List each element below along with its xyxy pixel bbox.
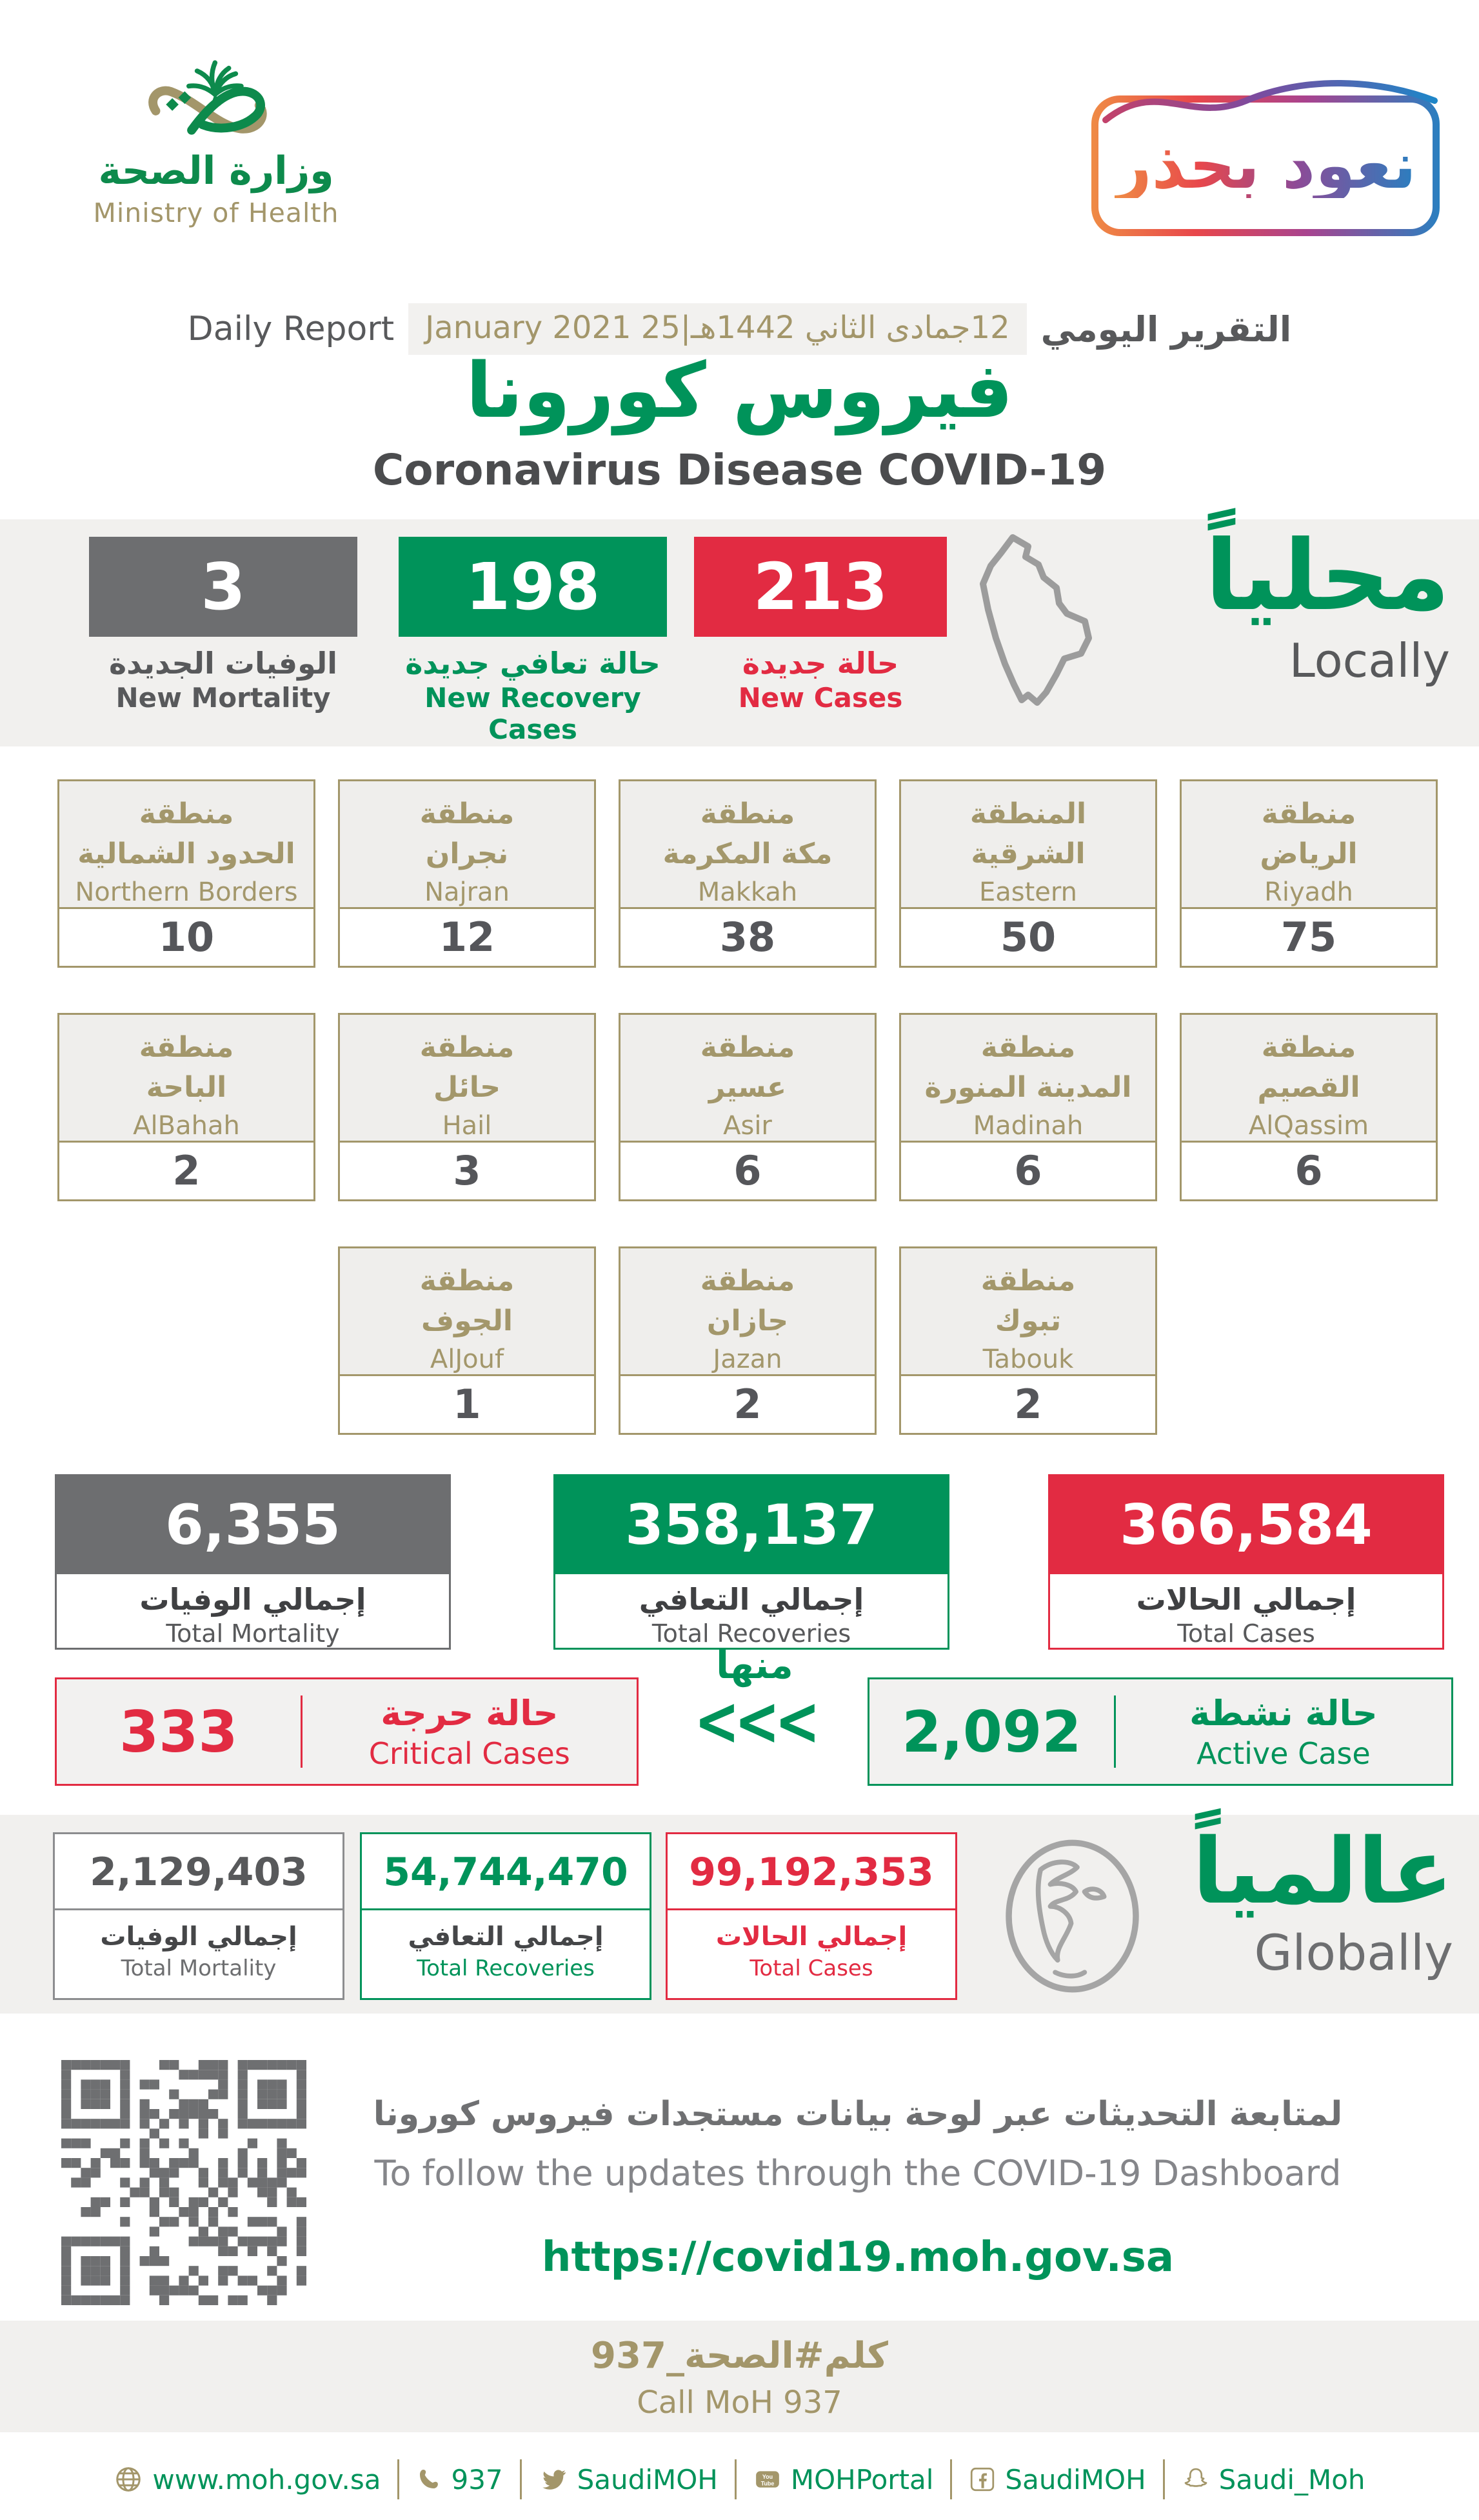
region-card-madinah (899, 1013, 1157, 1201)
locally-heading-en: Locally (1289, 633, 1450, 688)
region-card-hail (338, 1013, 596, 1201)
globally-section (0, 1815, 1479, 2014)
total-cases-label-ar: إجمالي الحالات (1136, 1582, 1356, 1617)
active-cases-value: 2,092 (902, 1698, 1082, 1765)
footer-item-youtube[interactable] (753, 2464, 934, 2495)
region-name-ar-line1: منطقة (980, 1265, 1076, 1297)
region-card-riyadh (1180, 779, 1438, 968)
region-name-ar-line1: منطقة (139, 1031, 234, 1064)
region-card-alqassim (1180, 1013, 1438, 1201)
region-new-cases-value: 12 (439, 914, 495, 961)
region-card-asir (619, 1013, 877, 1201)
footer-item-text: www.moh.gov.sa (152, 2463, 381, 2495)
region-name-ar-line1: منطقة (980, 1031, 1076, 1064)
locally-heading (1205, 521, 1450, 688)
global-cases-label-ar: إجمالي الحالات (715, 1922, 908, 1952)
region-name-ar-line2: الشرقية (971, 837, 1086, 871)
chevrons-left-icon: <<< (694, 1681, 815, 1761)
region-card-aljouf (338, 1246, 596, 1435)
of-which-indicator (655, 1643, 855, 1761)
facebook-icon (969, 2466, 996, 2493)
moh-logo-arabic: وزارة الصحة (98, 148, 334, 194)
global-mortality-label-en: Total Mortality (121, 1955, 277, 1981)
region-name-ar-line2: مكة المكرمة (662, 837, 833, 871)
region-name-ar-line2: الرياض (1260, 837, 1358, 871)
total-recoveries-value: 358,137 (555, 1476, 948, 1574)
globally-heading-ar: عالمياً (1192, 1819, 1453, 1925)
footer-item-twitter[interactable] (539, 2464, 718, 2495)
global-mortality-value: 2,129,403 (55, 1834, 342, 1910)
new-cases-value: 213 (694, 537, 947, 637)
region-name-ar-line1: منطقة (1261, 1031, 1356, 1064)
region-name-en: Asir (723, 1110, 772, 1141)
footer-separator (397, 2459, 399, 2499)
svg-text:Tube: Tube (760, 2480, 775, 2487)
footer-separator (520, 2459, 522, 2499)
new-mortality-stat (89, 537, 357, 714)
region-new-cases-value: 3 (453, 1147, 481, 1195)
region-name-ar-line1: منطقة (419, 797, 515, 830)
dashboard-section (0, 2055, 1479, 2313)
global-cases-value: 99,192,353 (668, 1834, 955, 1910)
critical-cases-value: 333 (119, 1698, 238, 1765)
critical-cases-label-en: Critical Cases (368, 1735, 570, 1771)
region-name-ar-line1: منطقة (419, 1265, 515, 1297)
global-recoveries-label-ar: إجمالي التعافي (408, 1922, 604, 1952)
region-new-cases-value: 2 (172, 1147, 201, 1195)
region-card-header (340, 1248, 594, 1376)
region-card-header (340, 781, 594, 909)
region-name-ar-line2: الباحة (146, 1071, 227, 1105)
dashboard-url-link[interactable]: https://covid19.moh.gov.sa (541, 2234, 1175, 2281)
region-name-en: Najran (424, 877, 510, 907)
region-name-ar-line2: حائل (433, 1071, 501, 1105)
region-card-jazan (619, 1246, 877, 1435)
region-card-tabouk (899, 1246, 1157, 1435)
region-name-ar-line1: منطقة (700, 797, 795, 830)
total-mortality-card (55, 1474, 451, 1650)
locally-heading-ar: محلياً (1205, 520, 1450, 632)
region-name-ar-line2: تبوك (995, 1305, 1062, 1338)
region-card-najran (338, 779, 596, 968)
badge-text: نعود بحذر (1115, 128, 1416, 203)
region-name-ar-line1: منطقة (419, 1031, 515, 1064)
footer-item-text: 937 (451, 2463, 503, 2495)
total-mortality-value: 6,355 (57, 1476, 449, 1574)
region-card-northern-borders (57, 779, 315, 968)
saudi-map-icon (961, 530, 1134, 723)
region-name-ar-line1: منطقة (700, 1031, 795, 1064)
region-name-ar-line2: القصيم (1257, 1071, 1360, 1105)
region-card-header (59, 781, 313, 909)
region-card-header (901, 781, 1155, 909)
total-cases-card (1048, 1474, 1444, 1650)
region-new-cases-value: 6 (1014, 1147, 1042, 1195)
footer-contact-row (0, 2459, 1479, 2499)
qr-code (61, 2060, 306, 2305)
region-new-cases-value: 1 (453, 1381, 481, 1428)
youtube-icon (753, 2466, 782, 2493)
moh-logo (74, 34, 358, 228)
globe-icon (114, 2465, 143, 2494)
region-card-header (1182, 1015, 1436, 1143)
new-mortality-label-ar: الوفيات الجديدة (108, 646, 338, 681)
region-name-en: Hail (442, 1110, 492, 1141)
region-card-header (59, 1015, 313, 1143)
total-cases-value: 366,584 (1050, 1476, 1442, 1574)
new-mortality-label-en: New Mortality (115, 682, 331, 714)
globally-heading-en: Globally (1254, 1924, 1453, 1981)
region-new-cases-value: 50 (1000, 914, 1057, 961)
region-name-en: AlQassim (1248, 1110, 1369, 1141)
daily-report-label-en: Daily Report (187, 310, 395, 348)
phone-icon (416, 2466, 442, 2492)
critical-cases-card (55, 1677, 639, 1786)
dashboard-note-en: To follow the updates through the COVID-19 Dashboard (374, 2153, 1342, 2194)
badge-swoosh-icon (1086, 61, 1447, 138)
footer-separator (1163, 2459, 1165, 2499)
new-recoveries-stat (399, 537, 667, 745)
region-name-en: Eastern (978, 877, 1077, 907)
region-card-header (620, 1248, 875, 1376)
region-name-ar-line2: الجوف (421, 1305, 513, 1338)
page-title-arabic: فيروس كورونا (466, 346, 1013, 435)
region-new-cases-value: 6 (1295, 1147, 1323, 1195)
region-name-en: AlBahah (133, 1110, 240, 1141)
total-mortality-label-en: Total Mortality (166, 1619, 340, 1648)
footer-item-globe[interactable] (114, 2464, 381, 2495)
total-mortality-label-ar: إجمالي الوفيات (139, 1582, 366, 1617)
region-card-header (901, 1248, 1155, 1376)
global-recoveries-card (360, 1832, 651, 2000)
region-card-header (340, 1015, 594, 1143)
footer-item-text: SaudiMOH (577, 2463, 718, 2495)
region-card-header (901, 1015, 1155, 1143)
dashboard-text (323, 2095, 1393, 2281)
new-mortality-value: 3 (89, 537, 357, 637)
region-card-header (620, 781, 875, 909)
region-new-cases-value: 6 (733, 1147, 762, 1195)
region-card-header (1182, 781, 1436, 909)
call-hashtag-ar: كلم#الصحة_937 (591, 2335, 888, 2377)
region-name-ar-line2: جازان (706, 1305, 789, 1338)
region-name-ar-line2: نجران (425, 837, 509, 871)
footer-item-phone[interactable] (416, 2464, 502, 2495)
new-recoveries-label-en: New Recovery Cases (424, 682, 641, 745)
regions-grid (57, 779, 1438, 1435)
region-new-cases-value: 75 (1280, 914, 1337, 961)
region-new-cases-value: 2 (1014, 1381, 1042, 1428)
footer-item-snapchat[interactable] (1182, 2464, 1365, 2495)
region-card-header (620, 1015, 875, 1143)
footer-item-text: SaudiMOH (1005, 2463, 1146, 2495)
global-mortality-label-ar: إجمالي الوفيات (100, 1922, 297, 1952)
region-name-en: Tabouk (982, 1344, 1074, 1374)
active-cases-card (868, 1677, 1453, 1786)
region-name-en: Madinah (973, 1110, 1084, 1141)
region-name-ar-line2: عسير (708, 1071, 787, 1105)
region-name-ar-line2: المدينة المنورة (924, 1071, 1132, 1105)
region-name-en: AlJouf (430, 1344, 504, 1374)
total-cases-label-en: Total Cases (1177, 1619, 1315, 1648)
total-recoveries-label-ar: إجمالي التعافي (639, 1582, 864, 1617)
critical-cases-label-ar: حالة حرجة (381, 1692, 559, 1734)
new-recoveries-label-ar: حالة تعافي جديدة (405, 646, 660, 681)
new-cases-label-en: New Cases (738, 682, 903, 714)
region-card-albahah (57, 1013, 315, 1201)
call-moh-banner (0, 2321, 1479, 2432)
return-with-caution-badge (1091, 95, 1440, 236)
active-cases-label-en: Active Case (1196, 1735, 1371, 1771)
total-recoveries-card (553, 1474, 949, 1650)
locally-section (0, 519, 1479, 746)
new-recoveries-value: 198 (399, 537, 667, 637)
active-cases-label-ar: حالة نشطة (1189, 1692, 1378, 1734)
moh-emblem-icon (141, 34, 292, 150)
report-date: 12جمادى الثاني 1442هـ|25 January 2021 (408, 303, 1026, 355)
footer (0, 2432, 1479, 2499)
globe-icon (997, 1835, 1148, 1997)
dashboard-note-ar: لمتابعة التحديثات عبر لوحة بيانات مستجدات فيروس كورونا (373, 2095, 1343, 2134)
region-name-ar-line1: منطقة (139, 797, 234, 830)
global-cases-label-en: Total Cases (749, 1955, 873, 1981)
region-new-cases-value: 2 (733, 1381, 762, 1428)
snapchat-icon (1182, 2465, 1210, 2494)
footer-separator (950, 2459, 952, 2499)
globally-heading (1193, 1820, 1453, 1981)
region-new-cases-value: 10 (158, 914, 215, 961)
region-name-ar-line1: منطقة (700, 1265, 795, 1297)
new-cases-label-ar: حالة جديدة (742, 646, 899, 681)
call-label-en: Call MoH 937 (637, 2385, 842, 2421)
total-recoveries-label-en: Total Recoveries (651, 1619, 851, 1648)
region-name-ar-line1: منطقة (1261, 797, 1356, 830)
footer-item-facebook[interactable] (969, 2464, 1146, 2495)
svg-text:You: You (762, 2473, 773, 2480)
daily-report-label-ar: التقرير اليومي (1040, 308, 1292, 350)
footer-separator (735, 2459, 737, 2499)
region-name-en: Northern Borders (75, 877, 298, 907)
footer-item-text: MOHPortal (790, 2463, 934, 2495)
region-name-en: Makkah (697, 877, 798, 907)
global-recoveries-label-en: Total Recoveries (417, 1955, 595, 1981)
region-name-ar-line1: المنطقة (969, 797, 1087, 830)
critical-cases-labels (303, 1693, 637, 1771)
new-cases-stat (694, 537, 947, 714)
region-card-eastern (899, 779, 1157, 968)
region-name-en: Jazan (713, 1344, 782, 1374)
global-mortality-card (53, 1832, 344, 2000)
global-recoveries-value: 54,744,470 (362, 1834, 650, 1910)
global-cases-card (666, 1832, 957, 2000)
of-which-label: منها (716, 1643, 793, 1687)
region-new-cases-value: 38 (719, 914, 776, 961)
footer-item-text: Saudi_Moh (1218, 2463, 1365, 2495)
active-cases-labels (1116, 1693, 1451, 1771)
twitter-icon (539, 2466, 568, 2493)
moh-logo-english: Ministry of Health (93, 197, 339, 228)
region-card-makkah (619, 779, 877, 968)
page-title-english: Coronavirus Disease COVID-19 (372, 445, 1107, 495)
region-name-ar-line2: الحدود الشمالية (77, 837, 295, 871)
region-name-en: Riyadh (1264, 877, 1353, 907)
